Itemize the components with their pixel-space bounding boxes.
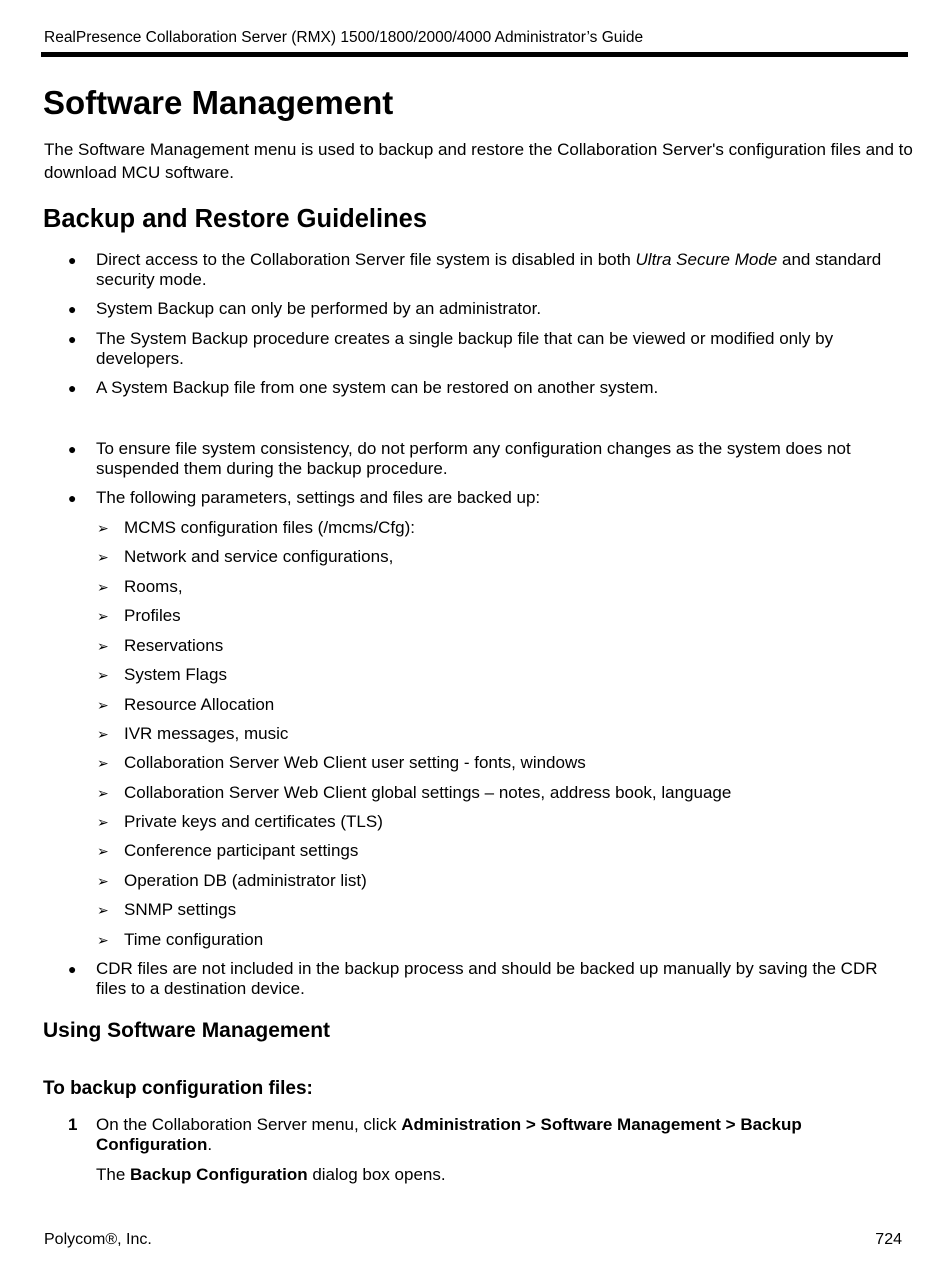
bullet-icon: ●: [68, 490, 77, 506]
arrow-bullet-icon: ➢: [97, 755, 109, 771]
bullet-icon: ●: [68, 252, 77, 268]
arrow-bullet-icon: ➢: [97, 667, 109, 683]
footer-company: Polycom®, Inc.: [44, 1231, 152, 1248]
bullet-icon: ●: [68, 301, 77, 317]
arrow-bullet-icon: ➢: [97, 549, 109, 565]
bullet-item: The System Backup procedure creates a single backup file that can be viewed or modified only by developers.: [96, 329, 834, 368]
arrow-bullet-icon: ➢: [97, 785, 109, 801]
arrow-bullet-icon: ➢: [97, 697, 109, 713]
arrow-bullet-icon: ➢: [97, 814, 109, 830]
list-item: Conference participant settings: [124, 841, 359, 860]
procedure-title: To backup configuration files:: [43, 1078, 313, 1099]
page-title: Software Management: [43, 84, 394, 121]
arrow-bullet-icon: ➢: [97, 902, 109, 918]
bullet-item: System Backup can only be performed by an administrator.: [96, 299, 542, 318]
dialog-name: Backup Configuration: [130, 1165, 308, 1184]
list-item: Collaboration Server Web Client global settings – notes, address book, language: [124, 783, 732, 802]
bullet-item: The following parameters, settings and files are backed up:: [96, 488, 541, 507]
page-number: 724: [875, 1231, 902, 1248]
arrow-bullet-icon: ➢: [97, 608, 109, 624]
list-item: MCMS configuration files (/mcms/Cfg):: [124, 518, 415, 537]
list-item: Profiles: [124, 606, 181, 625]
section-title: Backup and Restore Guidelines: [43, 205, 428, 233]
list-item: Time configuration: [124, 930, 264, 949]
list-item: System Flags: [124, 665, 227, 684]
list-item: SNMP settings: [124, 900, 237, 919]
result-text: dialog box opens.: [307, 1165, 446, 1184]
bullet-icon: ●: [68, 441, 77, 457]
arrow-bullet-icon: ➢: [97, 873, 109, 889]
subsection-title: Using Software Management: [43, 1019, 331, 1042]
bullet-item: A System Backup file from one system can be restored on another system.: [96, 378, 659, 397]
bullet-icon: ●: [68, 961, 77, 977]
menu-path-end: Configuration: [96, 1135, 208, 1154]
intro-paragraph: The Software Management menu is used to backup and restore the Collaboration Server's configuration files and to download MCU software.: [44, 140, 913, 182]
header-rule: [41, 52, 908, 57]
step-number: 1: [68, 1115, 78, 1134]
bullet-item: To ensure file system consistency, do not perform any configuration changes as the system does not suspended them during the backup procedure.: [96, 439, 851, 478]
running-header: RealPresence Collaboration Server (RMX) 1500/1800/2000/4000 Administrator’s Guide: [44, 29, 644, 46]
step-text-plain: .: [207, 1135, 213, 1154]
list-item: Resource Allocation: [124, 695, 275, 714]
arrow-bullet-icon: ➢: [97, 726, 109, 742]
step-text-plain: On the Collaboration Server menu, click: [96, 1115, 402, 1134]
bullet-emphasis: Ultra Secure Mode: [635, 250, 778, 269]
list-item: Private keys and certificates (TLS): [124, 812, 383, 831]
list-item: Operation DB (administrator list): [124, 871, 367, 890]
bullet-item: CDR files are not included in the backup process and should be backed up manually by saving the CDR files to a destination device.: [96, 959, 878, 998]
arrow-bullet-icon: ➢: [97, 843, 109, 859]
list-item: Network and service configurations,: [124, 547, 394, 566]
arrow-bullet-icon: ➢: [97, 932, 109, 948]
result-text: The: [96, 1165, 131, 1184]
list-item: Rooms,: [124, 577, 183, 596]
bullet-icon: ●: [68, 331, 77, 347]
arrow-bullet-icon: ➢: [97, 520, 109, 536]
bullet-item: [96, 250, 908, 290]
arrow-bullet-icon: ➢: [97, 579, 109, 595]
step-result: [96, 1165, 446, 1185]
menu-path: Administration > Software Management > Backup: [401, 1115, 802, 1134]
bullet-text: and standard security mode.: [96, 250, 882, 289]
list-item: Reservations: [124, 636, 224, 655]
bullet-text: Direct access to the Collaboration Server file system is disabled in both: [96, 250, 636, 269]
arrow-bullet-icon: ➢: [97, 638, 109, 654]
step-text: [96, 1115, 908, 1155]
list-item: Collaboration Server Web Client user setting - fonts, windows: [124, 753, 586, 772]
list-item: IVR messages, music: [124, 724, 289, 743]
bullet-icon: ●: [68, 380, 77, 396]
